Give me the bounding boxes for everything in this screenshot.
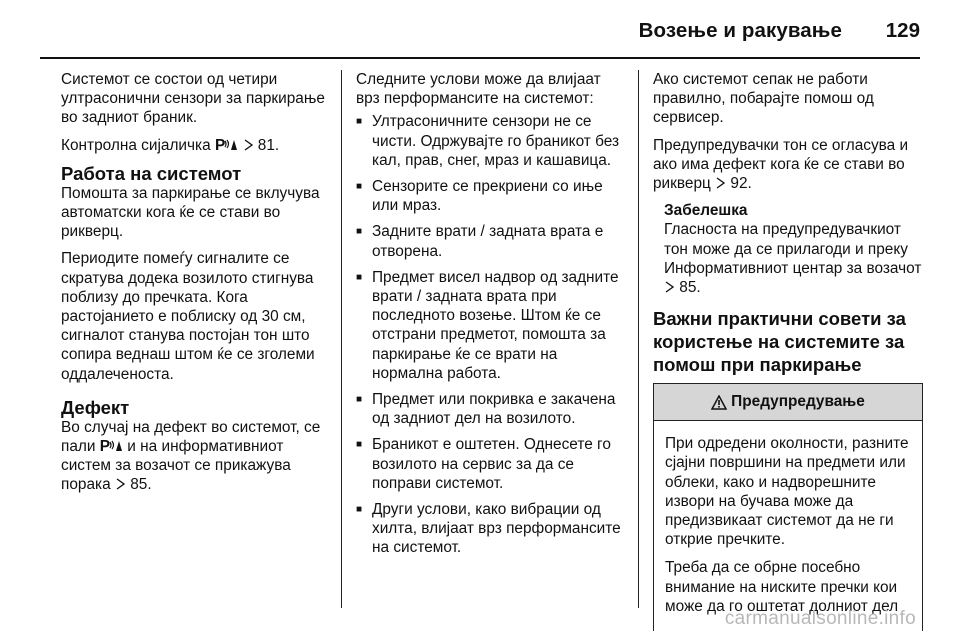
- arrow-right-icon[interactable]: [116, 478, 125, 490]
- arrow-right-icon[interactable]: [665, 281, 674, 293]
- indicator-ref[interactable]: 81.: [257, 136, 280, 154]
- heading-tips: Важни практични совети за користење на системите за помош при паркирање: [653, 308, 906, 376]
- arrow-right-icon[interactable]: [244, 139, 253, 151]
- note-ref[interactable]: 85.: [679, 279, 701, 297]
- tone-ref[interactable]: 92.: [730, 175, 752, 193]
- warning-paragraph-1: При одредени околности, разните сјајни површини на предмети или облеки, како и надворешните извори на бучава може да предизвикаат системот да не ги открие пречките.: [665, 435, 909, 549]
- watermark: carmanualsonline.info: [724, 608, 916, 629]
- warning-paragraph-2: Треба да се обрне посебно внимание на ниските пречки кои може да го оштетат долниот дел: [665, 559, 899, 615]
- column-divider-1: [341, 70, 342, 608]
- note-body: Гласноста на предупредувачкиот тон може да се прилагоди и преку Информативниот центар за возачот 85.: [664, 221, 922, 297]
- list-item: ■ Задните врати / задната врата е отворена.: [356, 222, 626, 260]
- page-header: [0, 0, 960, 58]
- intro-paragraph: Системот се состои од четири ултрасонични сензори за паркирање во задниот браник.: [61, 71, 325, 127]
- list-item: ■ Други услови, како вибрации од хилта, влијаат врз перформансите на системот.: [356, 500, 626, 558]
- warning-title: Предупредување: [731, 393, 865, 411]
- list-item: ■ Предмет или покривка е закачена од задниот дел на возилото.: [356, 390, 626, 428]
- operation-paragraph: Помошта за паркирање се вклучува автоматски кога ќе се стави во рикверц.: [61, 184, 320, 241]
- parking-assist-icon: P: [215, 137, 238, 154]
- note-block: [653, 201, 923, 297]
- header-divider: [40, 57, 920, 59]
- arrow-right-icon[interactable]: [716, 177, 725, 189]
- indicator-paragraph: [61, 136, 329, 155]
- heading-defect: Дефект: [61, 396, 130, 418]
- warning-triangle-icon: [711, 395, 727, 410]
- list-item: ■ Предмет висел надвор од задните врати / задната врата при последното возење. Штом ќе се отстрани предметот, помошта за паркирање ќе се врати на нормална работа.: [356, 268, 626, 383]
- conditions-intro: Следните услови може да влијаат врз перформансите на системот:: [356, 71, 601, 108]
- warning-header: [654, 384, 922, 421]
- column-3: [653, 70, 923, 631]
- list-item: ■ Браникот е оштетен. Однесете го возилото на сервис за да се поправи системот.: [356, 435, 626, 493]
- warning-box: [653, 383, 923, 631]
- header-title: Возење и ракување: [638, 19, 842, 42]
- indicator-text: Контролна сијаличка: [61, 136, 215, 154]
- heading-operation: Работа на системот: [61, 162, 242, 184]
- defect-paragraph: Во случај на дефект во системот, се пали P и на информативниот систем за возачот се прикажува порака 85.: [61, 418, 321, 494]
- note-title: Забелешка: [664, 202, 748, 220]
- signal-paragraph: Периодите помеѓу сигналите се скратува додека возилото стигнува поблизу до пречката. Кога растојанието е поблиску од 30 см, сигналот станува постојан тон што сопира веднаш штом ќе се зголеми оддалеченоста.: [61, 250, 315, 383]
- column-divider-2: [638, 70, 639, 608]
- warning-body: [654, 421, 922, 631]
- parking-assist-icon: P: [100, 438, 123, 455]
- conditions-list: [356, 112, 626, 557]
- column-2: [356, 70, 626, 565]
- list-item: ■ Ултрасоничните сензори не се чисти. Одржувајте го браникот без кал, прав, снег, мраз и кашавица.: [356, 112, 626, 170]
- page-number: 129: [885, 19, 920, 42]
- list-item: ■ Сензорите се прекриени со иње или мраз.: [356, 177, 626, 215]
- service-paragraph: Ако системот сепак не работи правилно, побарајте помош од сервисер.: [653, 71, 874, 127]
- tone-paragraph: Предупредувачки тон се огласува и ако има дефект кога ќе се стави во рикверц 92.: [653, 136, 909, 193]
- column-1: [61, 70, 329, 503]
- defect-ref[interactable]: 85.: [130, 476, 152, 494]
